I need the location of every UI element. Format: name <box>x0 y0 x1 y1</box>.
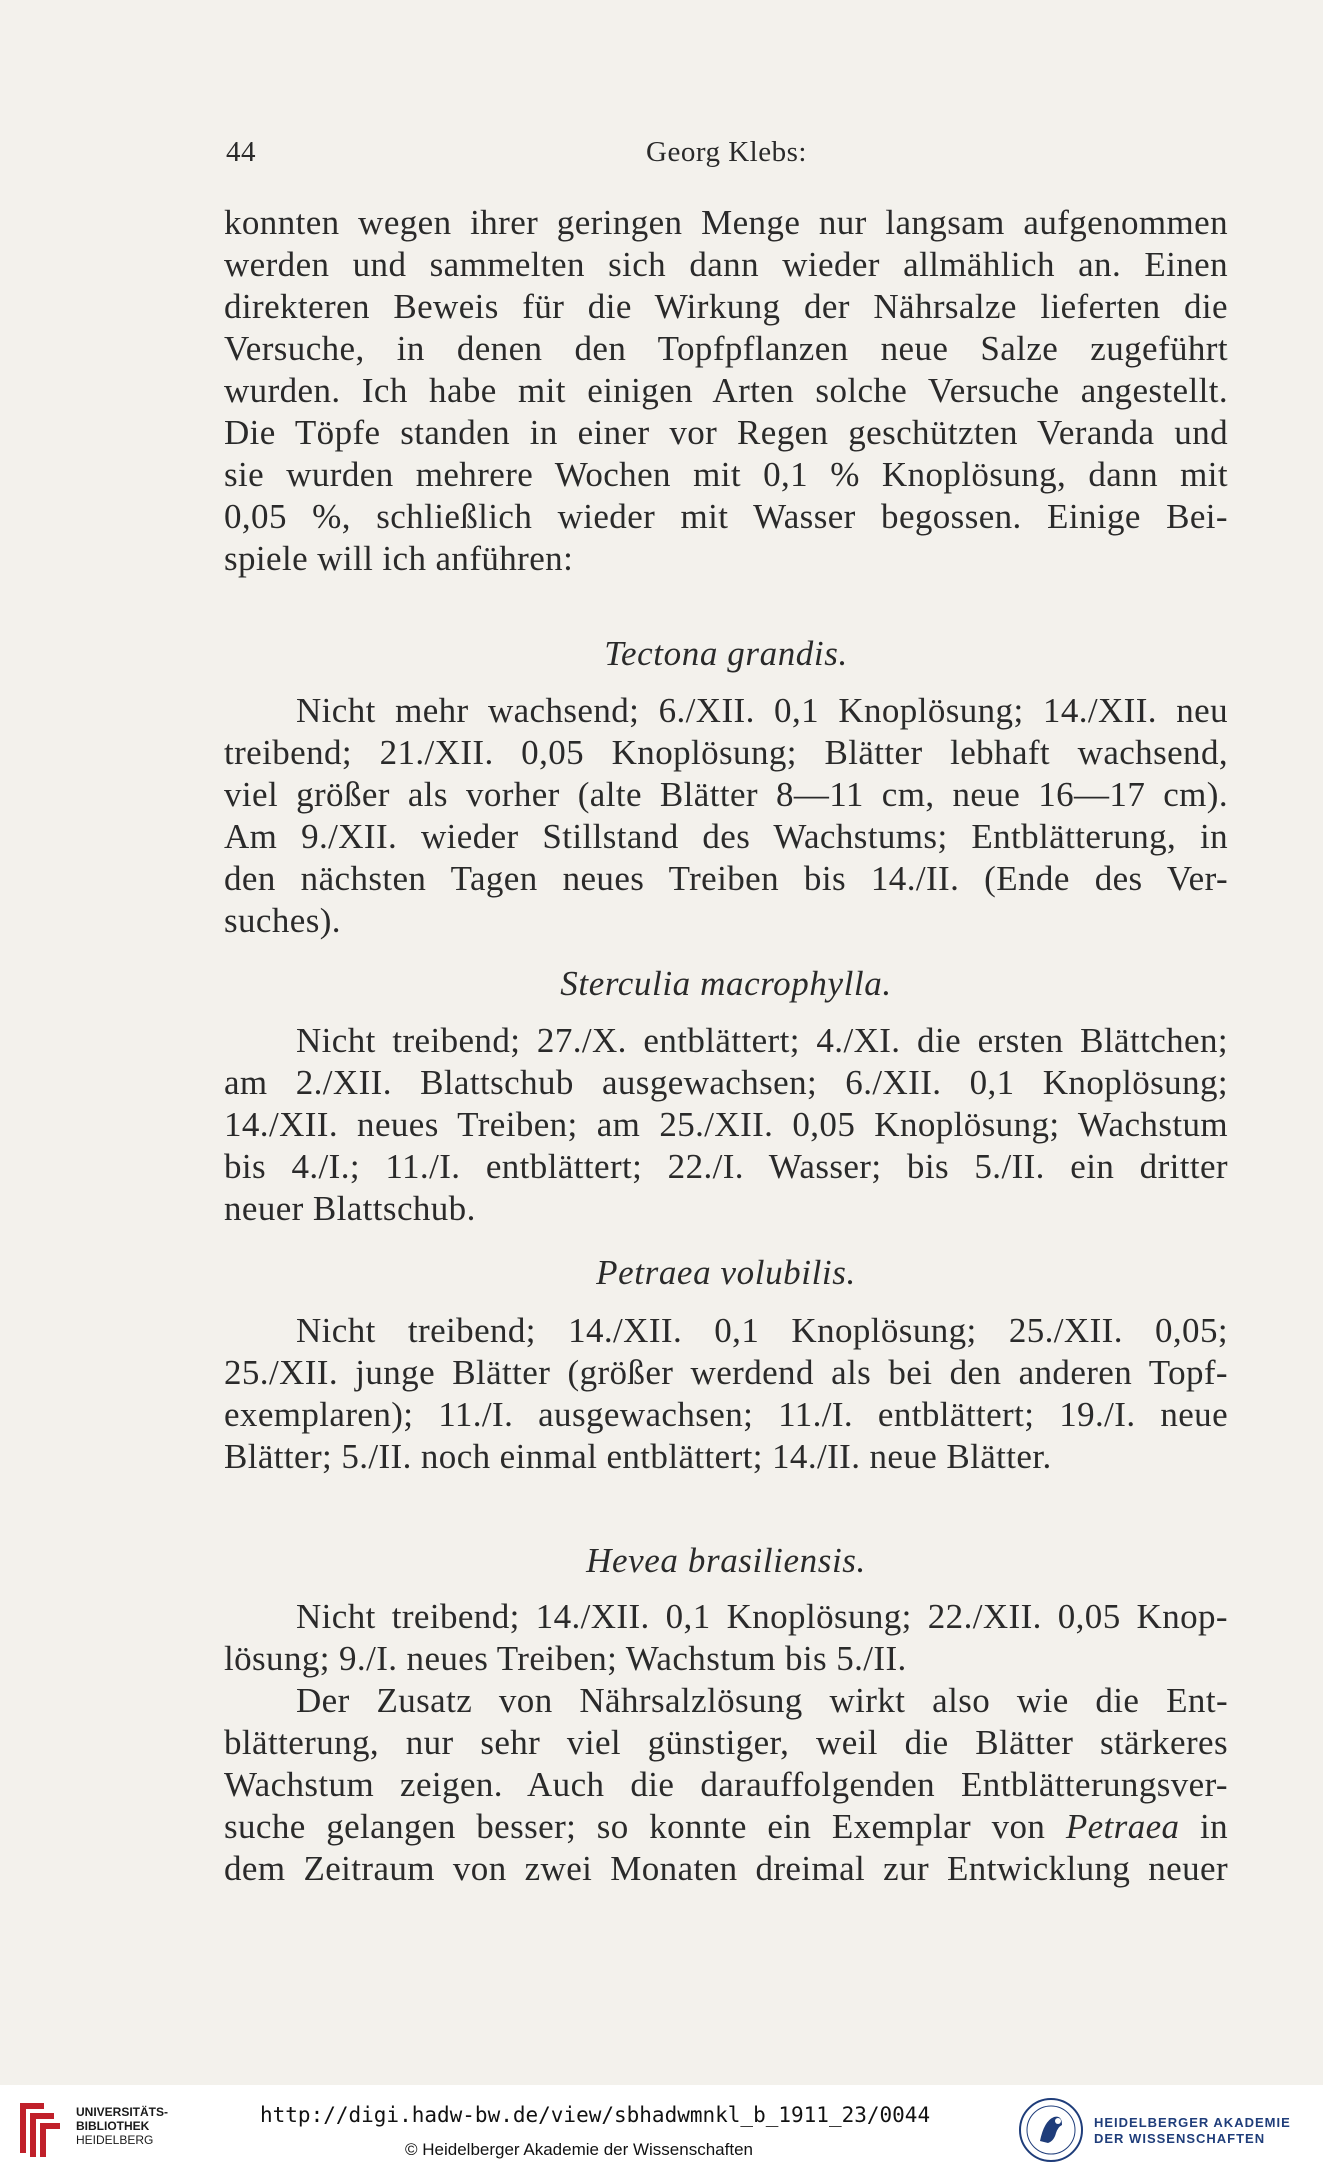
text-line: Wachstum zeigen. Auch die darauffolgenden Entblätterungsver- <box>224 1765 1228 1804</box>
sterculia-paragraph <box>224 1020 1228 1230</box>
text-fragment: suche gelangen besser; so konnte ein Exemplar von <box>224 1807 1066 1846</box>
closing-paragraph <box>224 1680 1228 1890</box>
species-heading-tectona: Tectona grandis. <box>604 634 848 673</box>
text-line: blätterung, nur sehr viel günstiger, weil die Blätter stärkeres <box>224 1723 1228 1762</box>
text-line: den nächsten Tagen neues Treiben bis 14./II. (Ende des Ver- <box>224 859 1228 898</box>
hevea-paragraph <box>224 1596 1228 1680</box>
running-title: Georg Klebs: <box>646 136 807 168</box>
library-name-line: BIBLIOTHEK <box>76 2119 150 2133</box>
text-line: wurden. Ich habe mit einigen Arten solche Versuche angestellt. <box>224 371 1228 410</box>
species-heading-hevea: Hevea brasiliensis. <box>586 1541 866 1580</box>
text-line: exemplaren); 11./I. ausgewachsen; 11./I. entblättert; 19./I. neue <box>224 1395 1228 1434</box>
academy-logo[interactable] <box>1018 2097 1318 2163</box>
text-line: 14./XII. neues Treiben; am 25./XII. 0,05 Knoplösung; Wachstum <box>224 1105 1228 1144</box>
digital-copy-link[interactable]: http://digi.hadw-bw.de/view/sbhadwmnkl_b_1911_23/0044 <box>260 2103 931 2127</box>
text-line: Am 9./XII. wieder Stillstand des Wachstums; Entblätterung, in <box>224 817 1228 856</box>
text-fragment: in <box>1179 1807 1228 1846</box>
text-line: Nicht treibend; 27./X. entblättert; 4./XI. die ersten Blättchen; <box>296 1021 1228 1060</box>
copyright-notice: © Heidelberger Akademie der Wissenschaften <box>405 2140 753 2159</box>
text-line: Nicht mehr wachsend; 6./XII. 0,1 Knoplösung; 14./XII. neu <box>296 691 1228 730</box>
library-name-line: HEIDELBERG <box>76 2133 154 2147</box>
text-line: sie wurden mehrere Wochen mit 0,1 % Knoplösung, dann mit <box>224 455 1228 494</box>
library-mark-icon <box>14 2099 66 2159</box>
library-logo[interactable] <box>14 2097 174 2157</box>
intro-paragraph <box>224 202 1228 580</box>
petraea-paragraph <box>224 1310 1228 1478</box>
academy-seal-icon <box>1018 2097 1084 2163</box>
text-line: 25./XII. junge Blätter (größer werdend als bei den anderen Topf- <box>224 1353 1228 1392</box>
species-heading-sterculia: Sterculia macrophylla. <box>560 964 892 1003</box>
library-name <box>76 2105 168 2147</box>
text-line: treibend; 21./XII. 0,05 Knoplösung; Blätter lebhaft wachsend, <box>224 733 1228 772</box>
text-line: lösung; 9./I. neues Treiben; Wachstum bis 5./II. <box>224 1639 907 1678</box>
text-line: Nicht treibend; 14./XII. 0,1 Knoplösung; 22./XII. 0,05 Knop- <box>296 1597 1228 1636</box>
text-line: suches). <box>224 901 341 940</box>
text-line: spiele will ich anführen: <box>224 539 574 578</box>
text-line: konnten wegen ihrer geringen Menge nur langsam aufgenommen <box>224 203 1228 242</box>
text-line: werden und sammelten sich dann wieder allmählich an. Einen <box>224 245 1228 284</box>
text-line: direkteren Beweis für die Wirkung der Nährsalze lieferten die <box>224 287 1228 326</box>
text-line-with-italic <box>224 1806 1228 1848</box>
text-line: dem Zeitraum von zwei Monaten dreimal zur Entwicklung neuer <box>224 1849 1228 1888</box>
text-line: Blätter; 5./II. noch einmal entblättert; 14./II. neue Blätter. <box>224 1437 1052 1476</box>
digitization-footer <box>0 2085 1323 2174</box>
text-line: 0,05 %, schließlich wieder mit Wasser begossen. Einige Bei- <box>224 497 1228 536</box>
academy-name <box>1094 2115 1291 2147</box>
text-line: bis 4./I.; 11./I. entblättert; 22./I. Wasser; bis 5./II. ein dritter <box>224 1147 1228 1186</box>
academy-name-line: HEIDELBERGER AKADEMIE <box>1094 2115 1291 2130</box>
text-line: am 2./XII. Blattschub ausgewachsen; 6./XII. 0,1 Knoplösung; <box>224 1063 1228 1102</box>
italic-species-name: Petraea <box>1065 1807 1180 1846</box>
text-line: Nicht treibend; 14./XII. 0,1 Knoplösung; 25./XII. 0,05; <box>296 1311 1228 1350</box>
text-line: Versuche, in denen den Topfpflanzen neue Salze zugeführt <box>224 329 1228 368</box>
text-line: Der Zusatz von Nährsalzlösung wirkt also wie die Ent- <box>296 1681 1228 1720</box>
running-head <box>226 136 1221 176</box>
text-line: Die Töpfe standen in einer vor Regen geschützten Veranda und <box>224 413 1228 452</box>
page-number: 44 <box>226 136 256 168</box>
tectona-paragraph <box>224 690 1228 942</box>
species-heading-petraea: Petraea volubilis. <box>596 1253 856 1292</box>
academy-name-line: DER WISSENSCHAFTEN <box>1094 2131 1266 2146</box>
text-line: neuer Blattschub. <box>224 1189 476 1228</box>
text-line: viel größer als vorher (alte Blätter 8—11 cm, neue 16—17 cm). <box>224 775 1228 814</box>
library-name-line: UNIVERSITÄTS- <box>76 2105 169 2119</box>
